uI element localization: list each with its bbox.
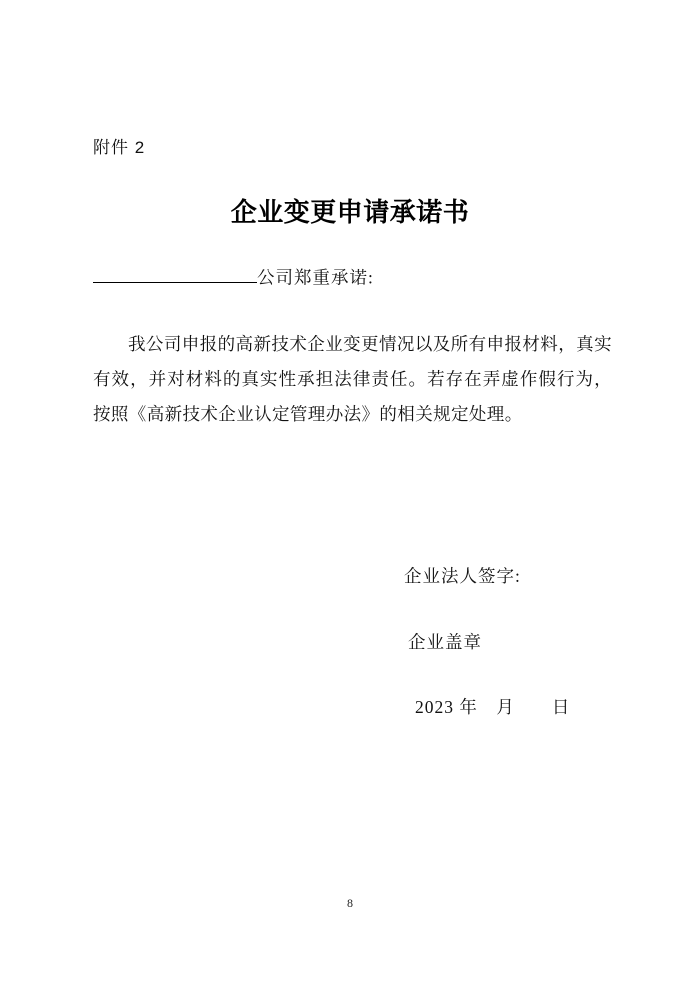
promise-line	[93, 264, 374, 289]
promise-line-text: 公司郑重承诺:	[257, 267, 374, 288]
attachment-label: 附件 2	[93, 138, 146, 157]
page-title: 企业变更申请承诺书	[230, 198, 470, 227]
company-name-blank-field	[93, 264, 257, 283]
company-seal-label: 企业盖章	[408, 632, 482, 652]
legal-person-signature-label: 企业法人签字:	[404, 566, 521, 586]
commitment-paragraph: 我公司申报的高新技术企业变更情况以及所有申报材料，真实有效，并对材料的真实性承担法律责任。若存在弄虚作假行为，按照《高新技术企业认定管理办法》的相关规定处理。	[93, 334, 612, 424]
date-line: 2023 年 月 日	[415, 697, 571, 717]
page-number: 8	[347, 896, 353, 910]
